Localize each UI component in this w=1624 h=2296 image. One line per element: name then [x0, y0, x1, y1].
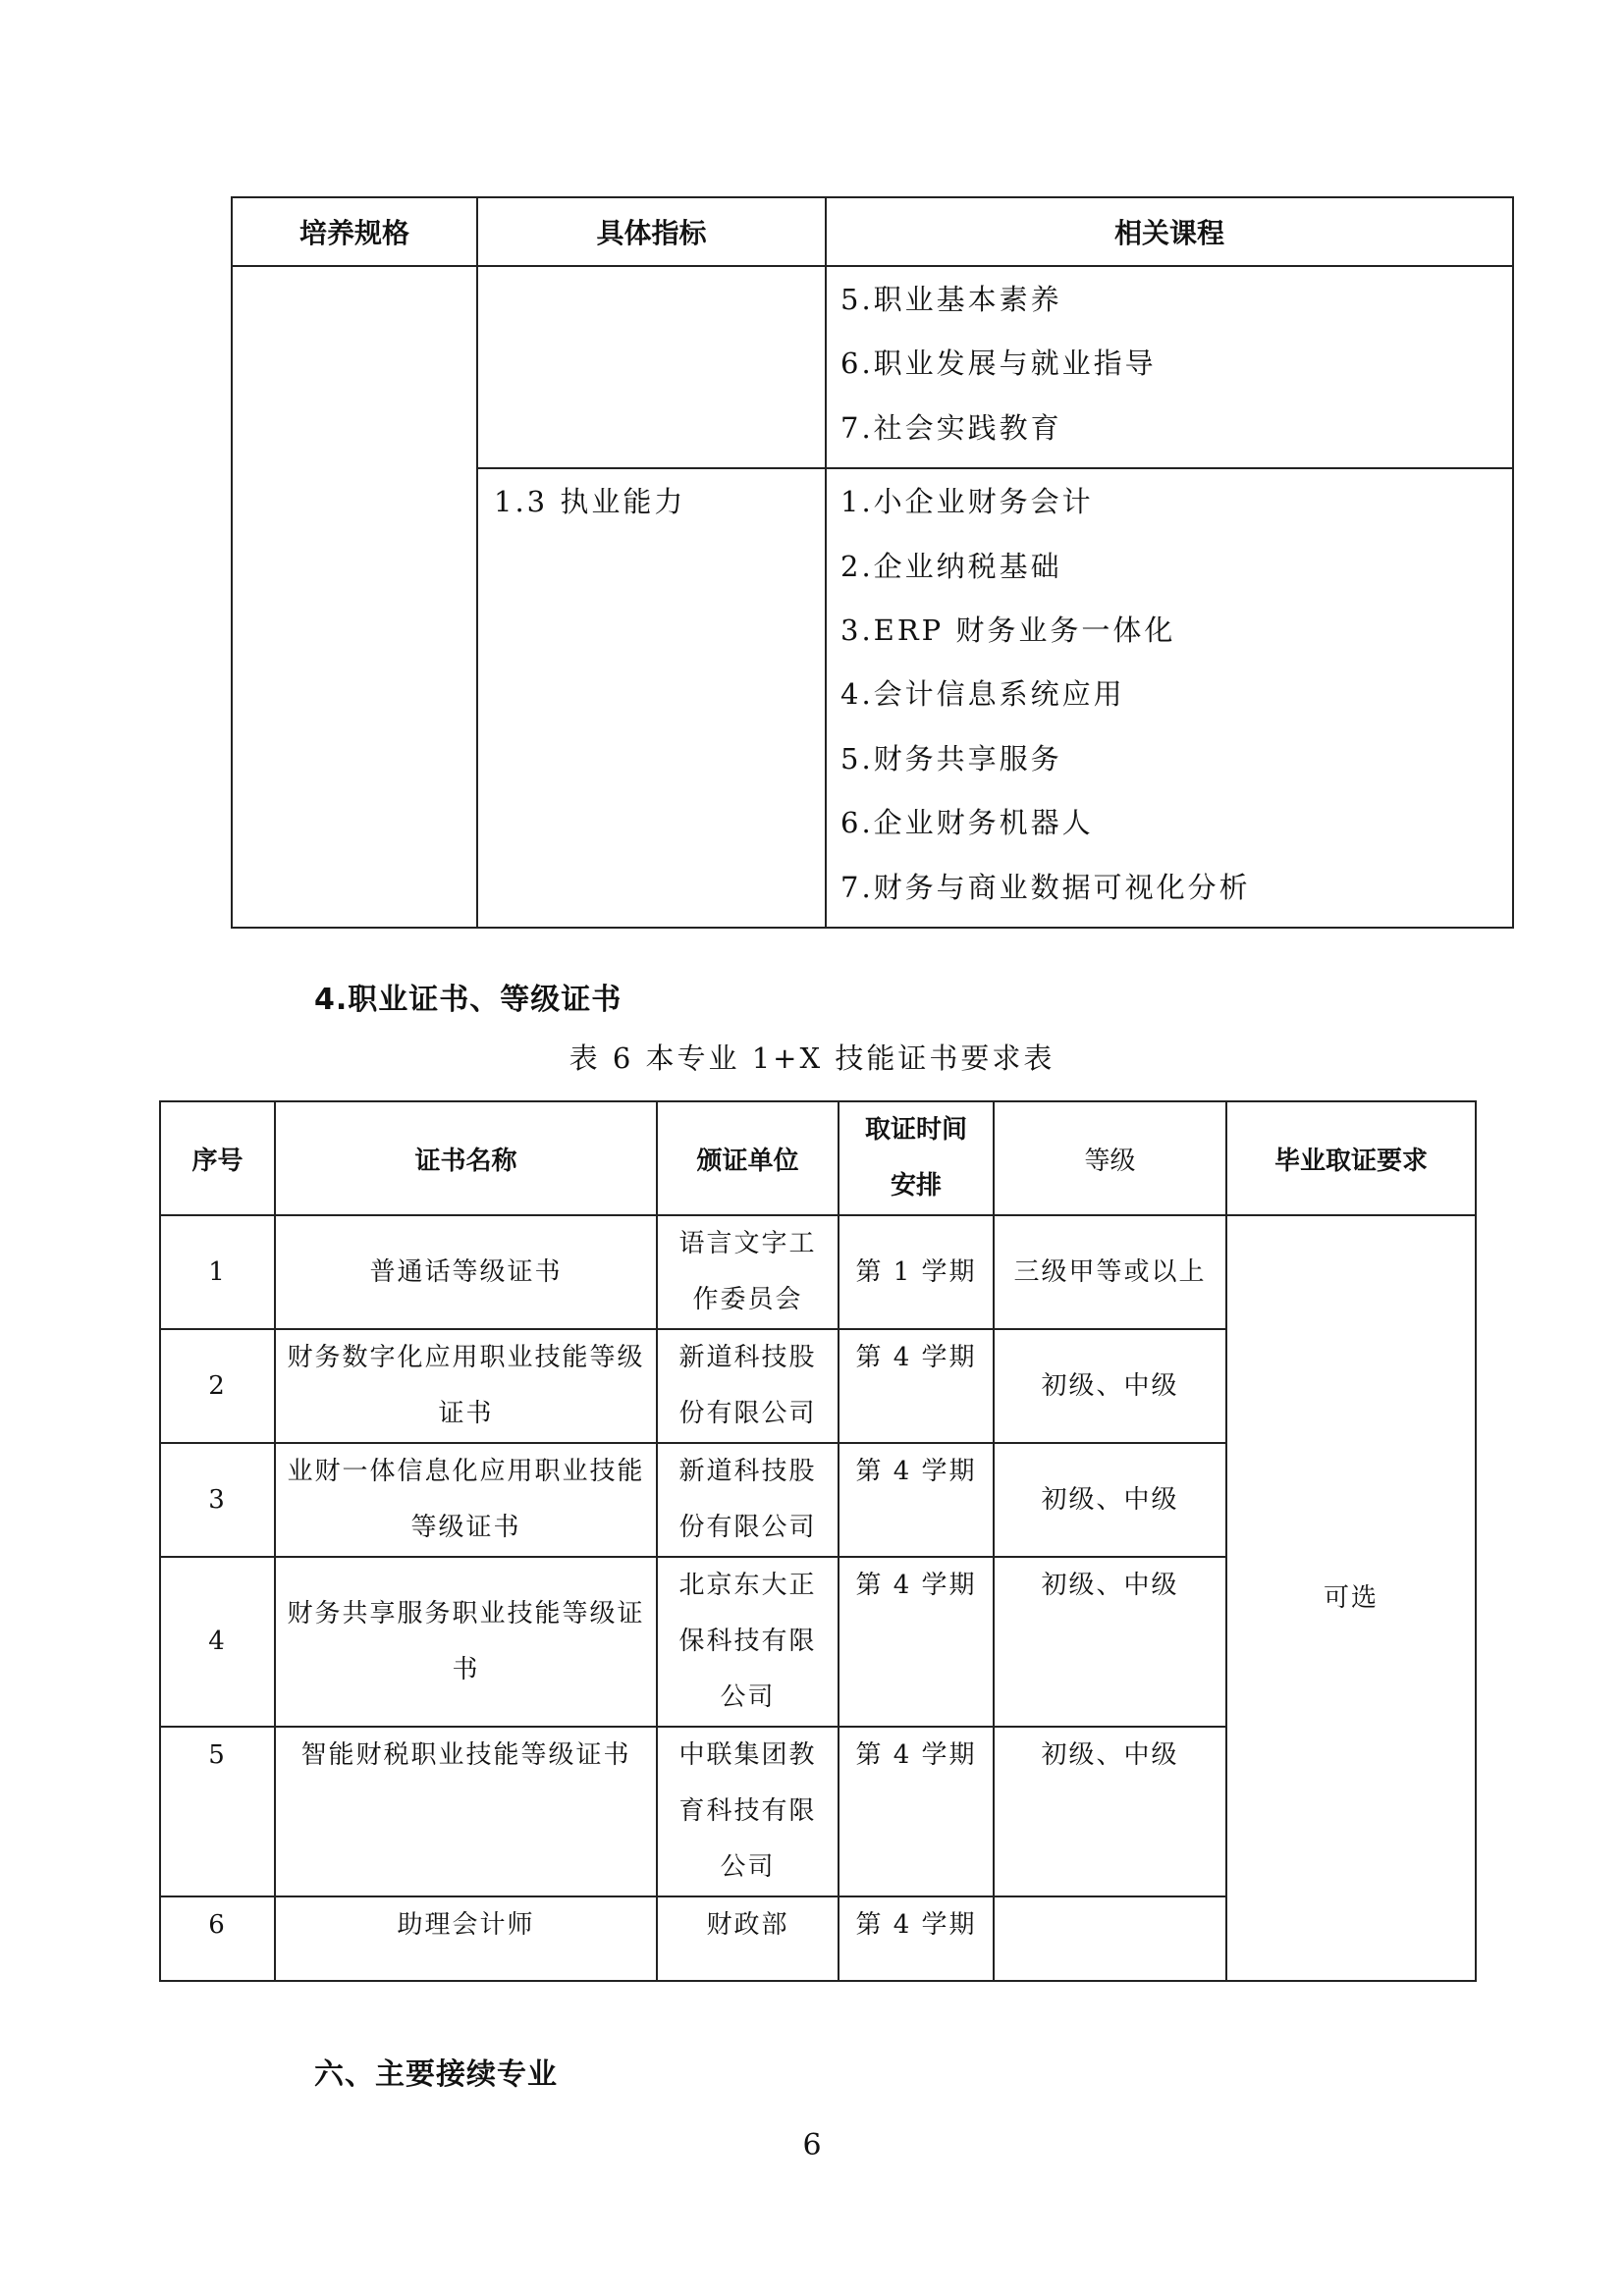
- courses-cell: [826, 468, 1513, 928]
- column-header: 颁证单位: [657, 1101, 839, 1215]
- list-item: 5.职业基本素养: [840, 283, 1062, 316]
- list-item: 5.财务共享服务: [840, 741, 1062, 775]
- list-item: 6.职业发展与就业指导: [840, 347, 1157, 381]
- indicator-label: 1.3 执业能力: [494, 485, 686, 519]
- cell-name: [275, 1443, 657, 1557]
- cell-no: 1: [160, 1215, 275, 1329]
- cell-level: 初级、中级: [994, 1329, 1226, 1443]
- cell-text: 财务共享服务职业技能等级证书: [287, 1598, 645, 1684]
- cell-no: 3: [160, 1443, 275, 1557]
- cell-text: 业财一体信息化应用职业技能等级证书: [287, 1457, 645, 1542]
- section-heading: 六、主要接续专业: [314, 2057, 558, 2092]
- indicator-cell: [477, 468, 826, 928]
- list-item: 4.会计信息系统应用: [840, 677, 1125, 712]
- cell-name: [275, 1896, 657, 1981]
- cell-name: [275, 1329, 657, 1443]
- cell-name: [275, 1557, 657, 1727]
- column-header: 具体指标: [477, 197, 826, 266]
- table-header-row: [232, 197, 1513, 266]
- cell-text: 语言文字工作委员会: [678, 1229, 817, 1314]
- cell-level: [994, 1896, 1226, 1981]
- list-item: 7.财务与商业数据可视化分析: [840, 870, 1251, 904]
- table-row: [160, 1215, 1476, 1329]
- indicator-cell: [477, 266, 826, 468]
- cell-schedule: 第 4 学期: [839, 1727, 994, 1896]
- cell-level: 初级、中级: [994, 1443, 1226, 1557]
- list-item: 2.企业纳税基础: [840, 549, 1062, 583]
- column-header: 等级: [994, 1101, 1226, 1215]
- column-header: 证书名称: [275, 1101, 657, 1215]
- cell-no: 4: [160, 1557, 275, 1727]
- cell-level: 初级、中级: [994, 1557, 1226, 1727]
- column-header: 序号: [160, 1101, 275, 1215]
- cell-text: 普通话等级证书: [369, 1256, 563, 1287]
- cell-issuer: [657, 1443, 839, 1557]
- list-item: 1.小企业财务会计: [840, 485, 1094, 519]
- cell-name: [275, 1727, 657, 1896]
- certificate-table: [159, 1100, 1477, 1982]
- cell-requirement: 可选: [1226, 1215, 1476, 1981]
- cell-no: 6: [160, 1896, 275, 1981]
- cell-schedule: 第 1 学期: [839, 1215, 994, 1329]
- cell-issuer: [657, 1896, 839, 1981]
- table-caption: 表 6 本专业 1+X 技能证书要求表: [568, 1041, 1056, 1075]
- list-item: 6.企业财务机器人: [840, 806, 1094, 840]
- cell-text: 智能财税职业技能等级证书: [300, 1740, 631, 1770]
- cell-issuer: [657, 1329, 839, 1443]
- table-row: [232, 266, 1513, 468]
- cell-schedule: 第 4 学期: [839, 1443, 994, 1557]
- page-number: 6: [802, 2128, 822, 2163]
- table-header-row: [160, 1101, 1476, 1215]
- cell-issuer: [657, 1215, 839, 1329]
- cell-no: 5: [160, 1727, 275, 1896]
- cell-schedule: 第 4 学期: [839, 1329, 994, 1443]
- cell-level: 初级、中级: [994, 1727, 1226, 1896]
- cell-schedule: 第 4 学期: [839, 1896, 994, 1981]
- cell-name: [275, 1215, 657, 1329]
- cell-level: 三级甲等或以上: [994, 1215, 1226, 1329]
- cell-no: 2: [160, 1329, 275, 1443]
- cell-schedule: 第 4 学期: [839, 1557, 994, 1727]
- list-item: 7.社会实践教育: [840, 410, 1062, 445]
- spec-cell: [232, 266, 477, 928]
- column-header: 毕业取证要求: [1226, 1101, 1476, 1215]
- cell-text: 助理会计师: [397, 1910, 535, 1940]
- courses-cell: [826, 266, 1513, 468]
- training-spec-table: [231, 196, 1514, 929]
- cell-text: 新道科技股份有限公司: [678, 1457, 817, 1542]
- list-item: 3.ERP 财务业务一体化: [840, 613, 1176, 647]
- column-header: 相关课程: [826, 197, 1513, 266]
- cell-text: 财务数字化应用职业技能等级证书: [287, 1343, 645, 1428]
- cell-text: 财政部: [706, 1910, 789, 1940]
- cell-issuer: [657, 1557, 839, 1727]
- section-heading: 4.职业证书、等级证书: [314, 983, 623, 1017]
- header-line: 取证时间: [864, 1115, 967, 1145]
- header-line: 安排: [890, 1171, 942, 1201]
- column-header: 培养规格: [232, 197, 477, 266]
- cell-text: 北京东大正保科技有限公司: [678, 1571, 817, 1712]
- cell-text: 新道科技股份有限公司: [678, 1343, 817, 1428]
- column-header: [839, 1101, 994, 1215]
- cell-issuer: [657, 1727, 839, 1896]
- cell-text: 中联集团教育科技有限公司: [678, 1740, 817, 1882]
